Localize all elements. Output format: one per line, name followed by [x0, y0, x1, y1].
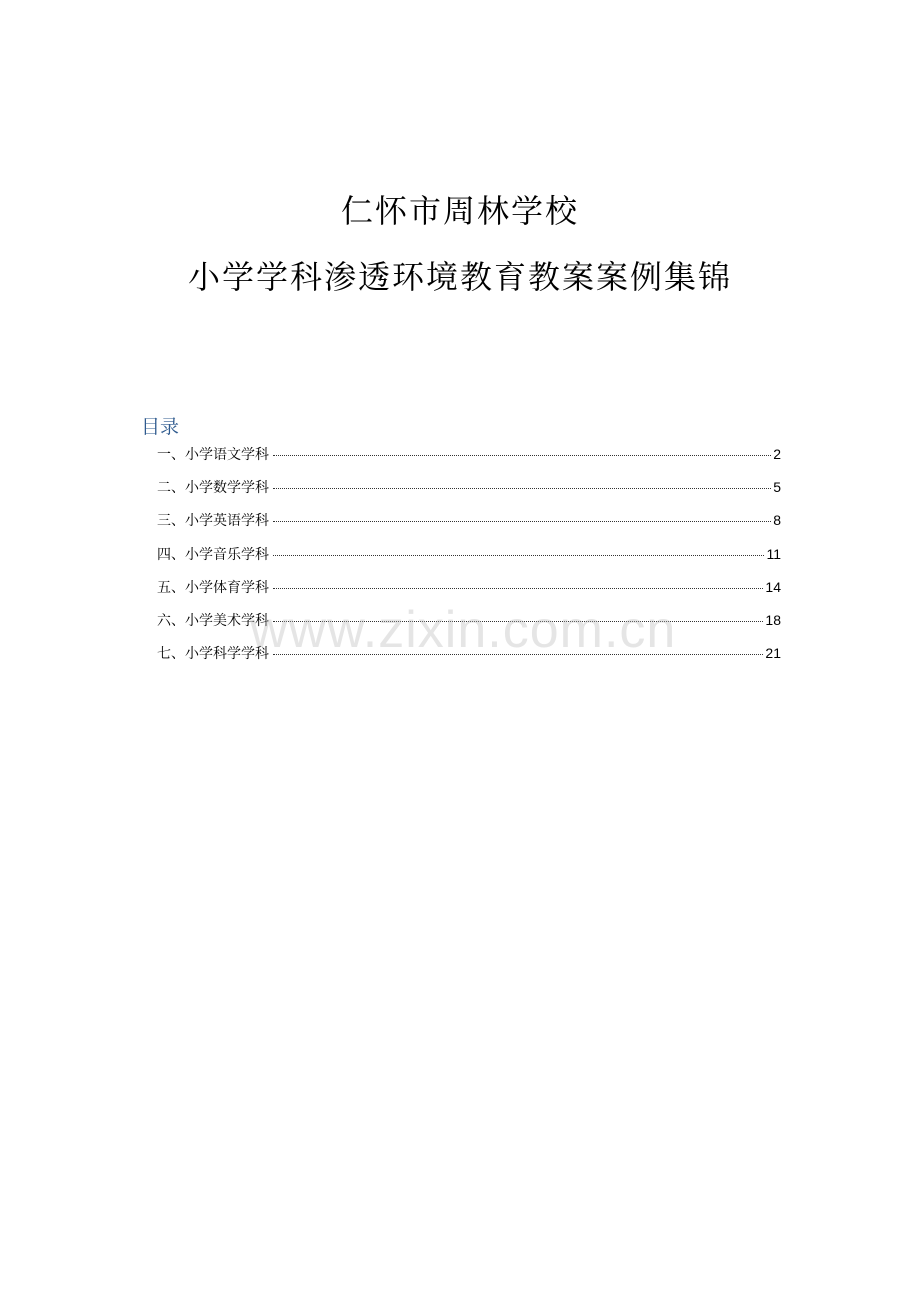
toc-item-page: 21	[765, 645, 781, 662]
toc-item[interactable]	[141, 643, 781, 676]
toc-dot-leader	[273, 588, 763, 589]
table-of-contents	[141, 412, 781, 676]
toc-dot-leader	[273, 555, 764, 556]
toc-item[interactable]	[141, 544, 781, 577]
toc-item-page: 2	[773, 446, 781, 462]
document-title	[0, 178, 920, 310]
toc-item-label: 一、小学语文学科	[157, 447, 269, 463]
toc-dot-leader	[273, 654, 763, 655]
toc-item-label: 四、小学音乐学科	[157, 546, 269, 563]
toc-dot-leader	[273, 488, 771, 489]
toc-item-label: 二、小学数学学科	[157, 480, 269, 497]
title-line-collection: 小学学科渗透环境教育教案案例集锦	[187, 258, 732, 296]
toc-item-page: 8	[773, 512, 781, 529]
toc-item-label: 六、小学美术学科	[157, 612, 269, 629]
toc-item-label: 三、小学英语学科	[157, 513, 269, 530]
toc-dot-leader	[273, 621, 763, 622]
toc-item[interactable]	[141, 610, 781, 643]
toc-item-page: 18	[765, 611, 781, 628]
toc-item[interactable]	[141, 477, 781, 510]
watermark-text: www.zixin.com.cn	[250, 601, 677, 659]
title-line-school: 仁怀市周林学校	[340, 192, 579, 230]
toc-item-label: 五、小学体育学科	[157, 579, 269, 596]
toc-heading: 目录	[141, 416, 180, 438]
toc-item-page: 5	[773, 479, 781, 496]
toc-item[interactable]	[141, 577, 781, 610]
toc-item-page: 11	[766, 545, 781, 562]
toc-list	[141, 444, 781, 676]
toc-dot-leader	[273, 455, 771, 456]
toc-item-label: 七、小学科学学科	[157, 646, 269, 663]
toc-item-page: 14	[765, 578, 781, 595]
toc-dot-leader	[273, 521, 771, 522]
toc-item[interactable]	[141, 510, 781, 543]
toc-item[interactable]	[141, 444, 781, 477]
